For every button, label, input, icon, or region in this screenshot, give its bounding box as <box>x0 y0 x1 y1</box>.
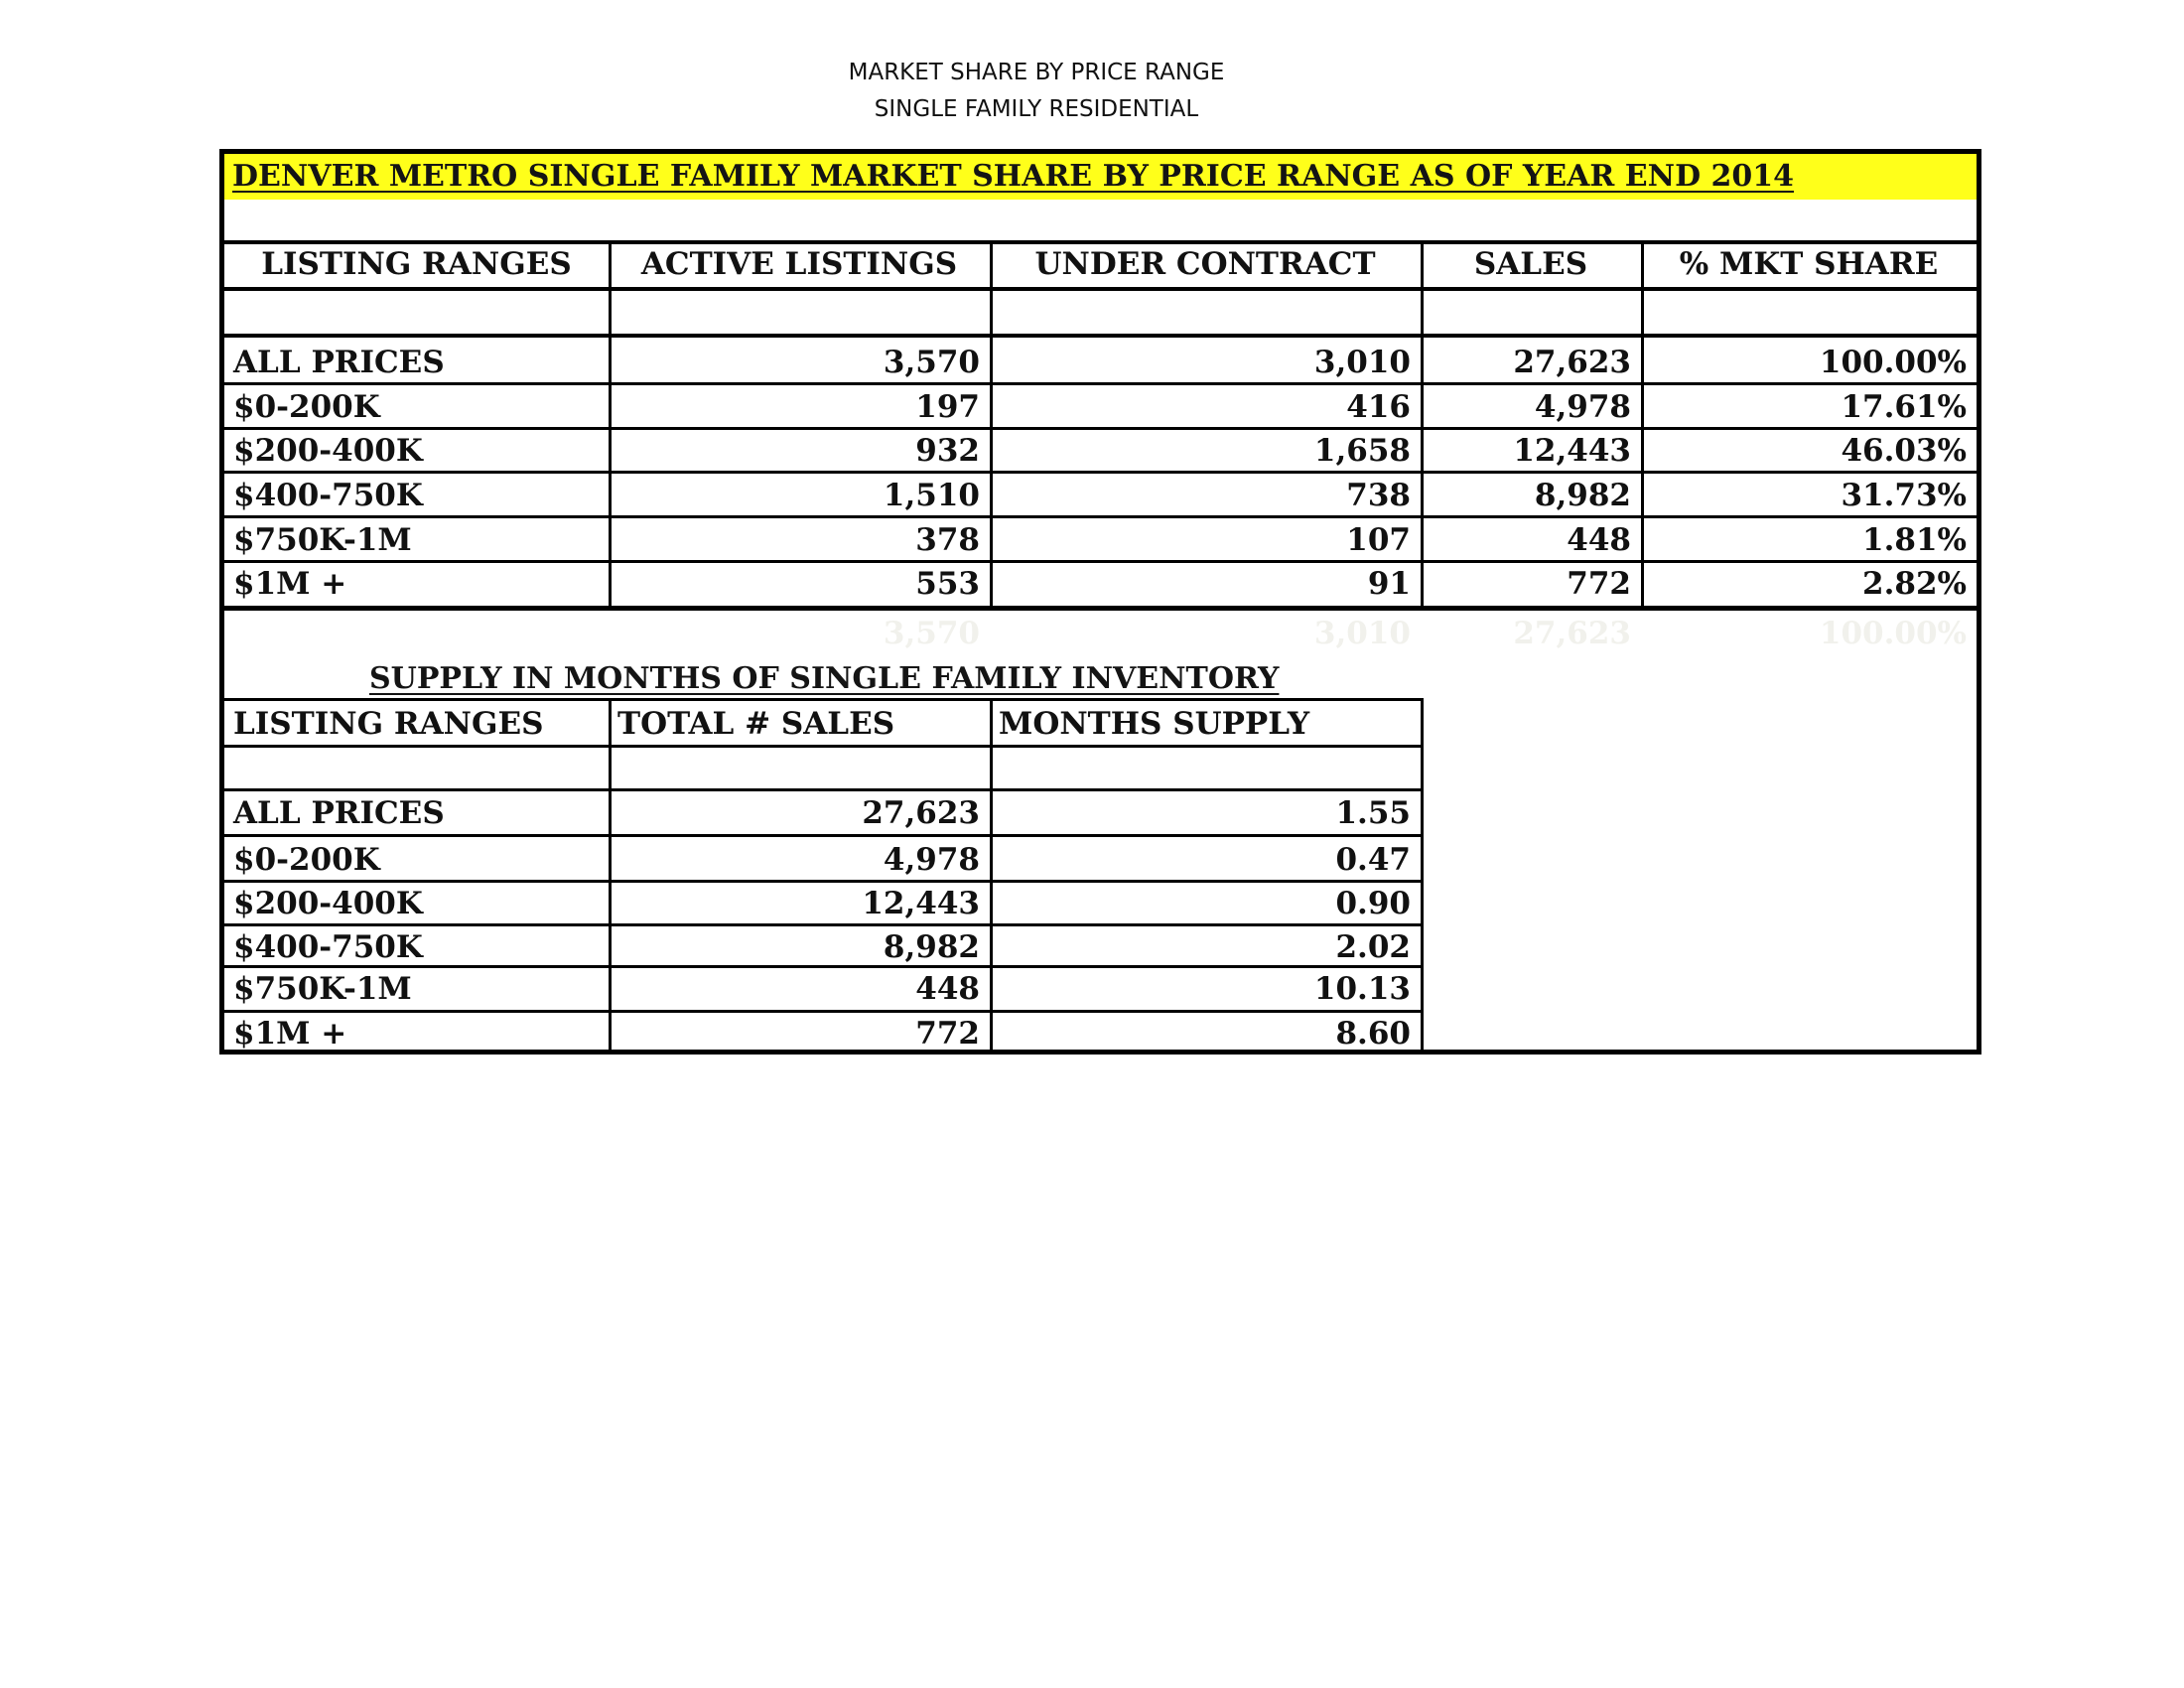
table-cell: 1.81% <box>1862 522 1967 558</box>
table-cell: 3,570 <box>883 345 980 380</box>
table-cell: 91 <box>1367 566 1411 602</box>
table-cell: 448 <box>1567 522 1631 558</box>
table-cell: 378 <box>915 522 980 558</box>
table-cell: 2.02 <box>1335 929 1411 965</box>
row-label: $750K-1M <box>233 522 412 558</box>
page-heading-line-1: MARKET SHARE BY PRICE RANGE <box>848 60 1225 85</box>
table-cell: 738 <box>1346 478 1411 513</box>
table-cell: 1.55 <box>1335 795 1411 831</box>
grid-line <box>224 923 1421 926</box>
row-label: $1M + <box>233 566 347 602</box>
grid-line <box>224 834 1421 837</box>
table-cell: 197 <box>915 389 980 425</box>
grid-line <box>224 427 1977 430</box>
table-cell: 46.03% <box>1841 433 1967 469</box>
row-label: $400-750K <box>233 478 423 513</box>
table-cell: 8,982 <box>1534 478 1631 513</box>
column-header: LISTING RANGES <box>233 706 544 742</box>
table-cell: 4,978 <box>883 842 980 878</box>
table-cell: 448 <box>915 971 980 1007</box>
grid-line <box>224 471 1977 474</box>
market-share-title: DENVER METRO SINGLE FAMILY MARKET SHARE BY PRICE RANGE AS OF YEAR END 2014 <box>232 159 1795 194</box>
grid-line <box>224 880 1421 883</box>
table-cell: 0.47 <box>1335 842 1411 878</box>
row-label: $750K-1M <box>233 971 412 1007</box>
grid-line <box>1421 698 1424 1055</box>
table-cell: 932 <box>915 433 980 469</box>
grid-line <box>224 745 1421 748</box>
grid-line <box>224 606 1977 611</box>
table-cell: 1,658 <box>1313 433 1411 469</box>
table-cell: 27,623 <box>1513 345 1631 380</box>
faint-total: 27,623 <box>1513 616 1631 651</box>
column-header: SALES <box>1473 246 1588 282</box>
row-label: $0-200K <box>233 842 380 878</box>
table-cell: 27,623 <box>862 795 980 831</box>
supply-title: SUPPLY IN MONTHS OF SINGLE FAMILY INVENTORY <box>369 661 1280 696</box>
column-header: TOTAL # SALES <box>617 706 895 742</box>
table-cell: 772 <box>1567 566 1631 602</box>
table-cell: 553 <box>915 566 980 602</box>
table-cell: 4,978 <box>1534 389 1631 425</box>
grid-line <box>224 287 1977 291</box>
row-label: ALL PRICES <box>233 795 445 831</box>
table-cell: 416 <box>1346 389 1411 425</box>
table-cell: 2.82% <box>1862 566 1967 602</box>
table-cell: 100.00% <box>1819 345 1967 380</box>
table-cell: 3,010 <box>1313 345 1411 380</box>
column-header: ACTIVE LISTINGS <box>640 246 958 282</box>
row-label: $1M + <box>233 1016 347 1052</box>
table-cell: 1,510 <box>883 478 980 513</box>
grid-line <box>224 334 1977 338</box>
grid-line <box>224 788 1421 791</box>
column-header: MONTHS SUPPLY <box>999 706 1310 742</box>
table-cell: 8,982 <box>883 929 980 965</box>
column-header: % MKT SHARE <box>1679 246 1939 282</box>
faint-total: 3,010 <box>1313 616 1411 651</box>
row-label: $200-400K <box>233 433 423 469</box>
table-cell: 107 <box>1346 522 1411 558</box>
table-cell: 0.90 <box>1335 886 1411 921</box>
faint-total: 100.00% <box>1819 616 1967 651</box>
table-cell: 12,443 <box>1513 433 1631 469</box>
row-label: $200-400K <box>233 886 423 921</box>
column-header: UNDER CONTRACT <box>1034 246 1376 282</box>
table-cell: 31.73% <box>1841 478 1967 513</box>
grid-line <box>224 560 1977 563</box>
column-header: LISTING RANGES <box>261 246 572 282</box>
faint-total: 3,570 <box>883 616 980 651</box>
table-cell: 8.60 <box>1335 1016 1411 1052</box>
table-cell: 12,443 <box>862 886 980 921</box>
row-label: $0-200K <box>233 389 380 425</box>
grid-line <box>224 515 1977 518</box>
table-cell: 17.61% <box>1841 389 1967 425</box>
grid-line <box>224 382 1977 385</box>
row-label: $400-750K <box>233 929 423 965</box>
page-heading-line-2: SINGLE FAMILY RESIDENTIAL <box>874 96 1199 122</box>
table-cell: 10.13 <box>1313 971 1411 1007</box>
row-label: ALL PRICES <box>233 345 445 380</box>
grid-line <box>224 1010 1421 1013</box>
table-cell: 772 <box>915 1016 980 1052</box>
